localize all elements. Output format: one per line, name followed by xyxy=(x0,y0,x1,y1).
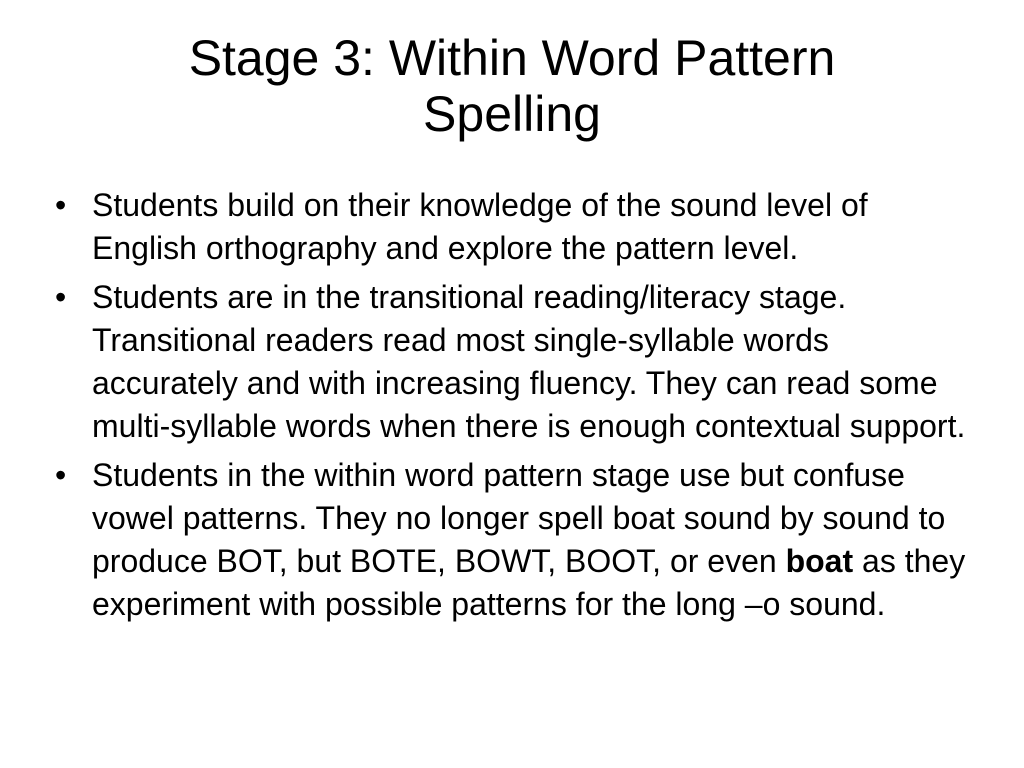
bullet-text-3-end: as they experiment with possible patterns for the long –o sound. xyxy=(92,543,966,622)
bullet-item-1 xyxy=(55,184,970,270)
slide-title xyxy=(60,30,964,142)
bullet-text-2: Students are in the transitional reading/literacy stage. Transitional readers read most single-syllable words accurately and with increasing fluency. They can read some multi-syllable words when there is enough contextual support. xyxy=(92,279,966,444)
bullet-list xyxy=(55,184,970,632)
bullet-text-3-start: Students in the within word pattern stage use but confuse vowel patterns. They no longer spell boat sound by sound to produce BOT, but BOTE, BOWT, BOOT, or even xyxy=(92,457,946,579)
bullet-icon: • xyxy=(55,279,67,315)
bullet-item-2 xyxy=(55,276,970,448)
bullet-icon: • xyxy=(55,187,67,223)
slide-title-line-2: Spelling xyxy=(423,86,601,142)
slide-title-line-1: Stage 3: Within Word Pattern xyxy=(188,30,836,86)
bullet-text-1: Students build on their knowledge of the sound level of English orthography and explore the pattern level. xyxy=(92,187,868,266)
bullet-icon: • xyxy=(55,457,67,493)
bullet-text-3-bold-word: boat xyxy=(785,543,854,579)
bullet-item-3 xyxy=(55,454,970,626)
